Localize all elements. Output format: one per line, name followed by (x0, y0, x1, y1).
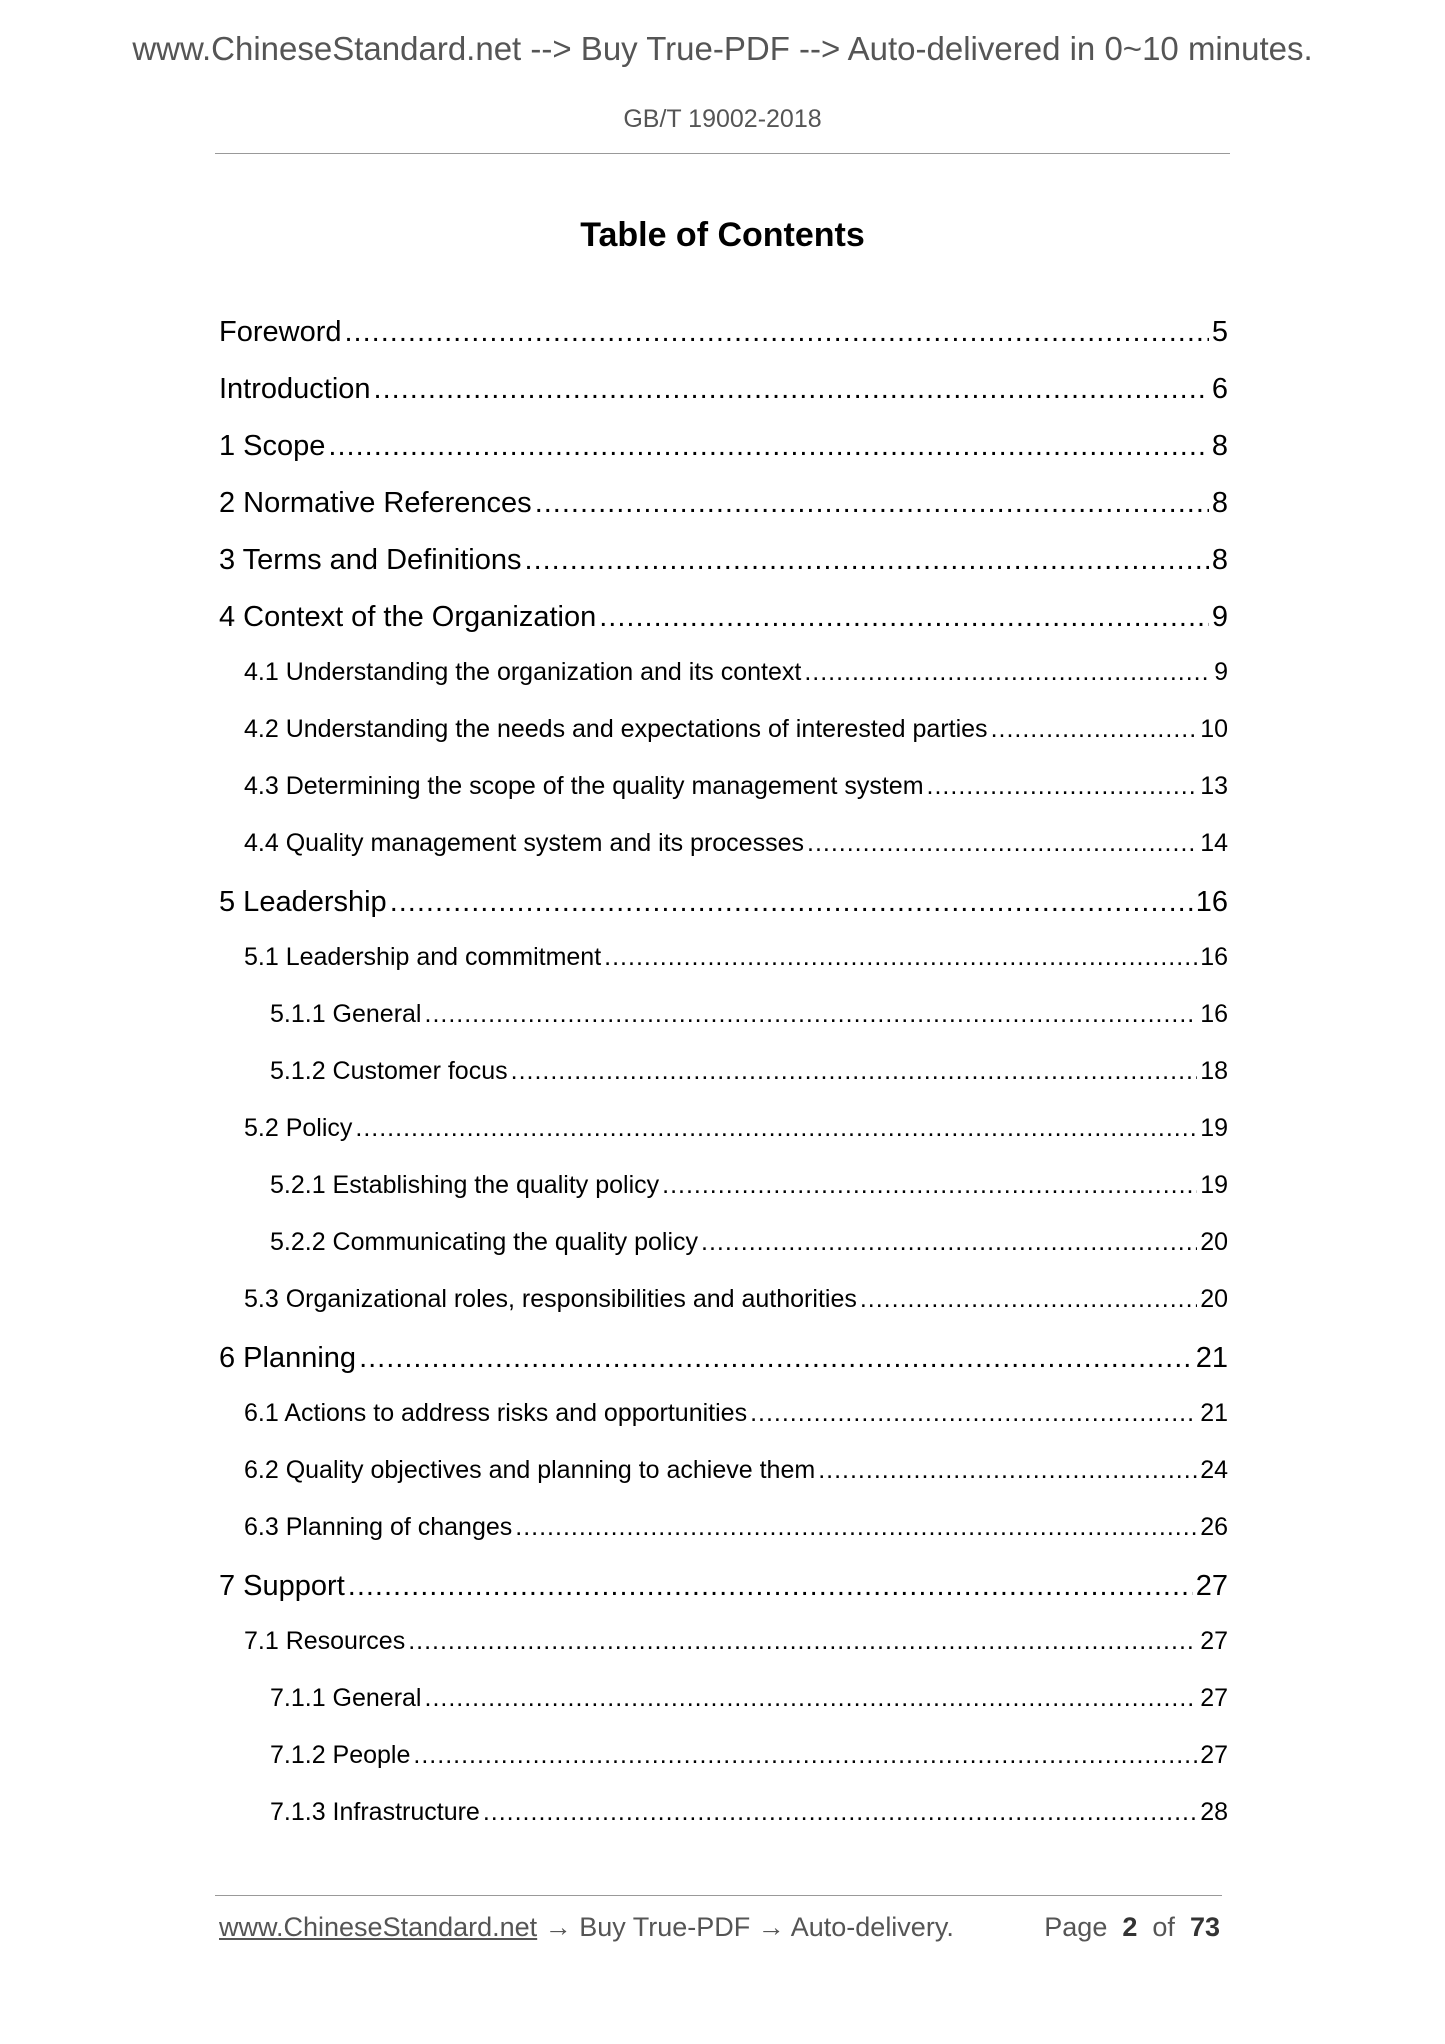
toc-dot-leader (604, 943, 1197, 972)
toc-dot-leader (750, 1399, 1197, 1428)
toc-entry-page-number: 27 (1200, 1627, 1228, 1655)
toc-entry-page-number: 19 (1200, 1114, 1228, 1142)
toc-dot-leader (413, 1741, 1197, 1770)
toc-entry-title: 6.3 Planning of changes (244, 1513, 513, 1541)
toc-dot-leader (535, 487, 1209, 520)
toc-entry[interactable] (219, 544, 1228, 601)
toc-dot-leader (991, 715, 1198, 744)
toc-entry-page-number: 24 (1200, 1456, 1228, 1484)
toc-entry-title: 5.1.2 Customer focus (270, 1057, 508, 1085)
toc-entry-page-number: 19 (1200, 1171, 1228, 1199)
toc-entry-page-number: 16 (1195, 886, 1228, 918)
toc-entry-title: 7.1.3 Infrastructure (270, 1798, 480, 1826)
toc-entry-title: Introduction (219, 373, 371, 405)
toc-entry-page-number: 6 (1211, 373, 1228, 405)
toc-entry[interactable] (219, 373, 1228, 430)
toc-entry-title: 4.1 Understanding the organization and its context (244, 658, 802, 686)
toc-entry[interactable] (219, 1684, 1228, 1741)
toc-entry[interactable] (219, 829, 1228, 886)
toc-dot-leader (374, 373, 1209, 406)
toc-entry-page-number: 16 (1200, 1000, 1228, 1028)
toc-entry[interactable] (219, 1057, 1228, 1114)
toc-entry-page-number: 27 (1195, 1570, 1228, 1602)
toc-entry-title: 5 Leadership (219, 886, 387, 918)
header-divider (215, 153, 1230, 154)
toc-entry[interactable] (219, 886, 1228, 943)
footer-site-link[interactable]: www.ChineseStandard.net (219, 1912, 538, 1942)
toc-dot-leader (927, 772, 1198, 801)
toc-entry-page-number: 18 (1200, 1057, 1228, 1085)
toc-dot-leader (425, 1684, 1198, 1713)
toc-entry-title: 5.2.1 Establishing the quality policy (270, 1171, 660, 1199)
toc-entry-title: 4.4 Quality management system and its processes (244, 829, 804, 857)
toc-entry-page-number: 16 (1200, 943, 1228, 971)
current-page-number: 2 (1122, 1912, 1138, 1942)
toc-entry-page-number: 9 (1211, 601, 1228, 633)
toc-dot-leader (408, 1627, 1197, 1656)
toc-entry-page-number: 8 (1211, 487, 1228, 519)
toc-dot-leader (807, 829, 1197, 858)
toc-entry-page-number: 20 (1200, 1228, 1228, 1256)
toc-entry-title: 3 Terms and Definitions (219, 544, 522, 576)
toc-entry-page-number: 27 (1200, 1741, 1228, 1769)
toc-entry[interactable] (219, 1627, 1228, 1684)
toc-entry-title: 5.1 Leadership and commitment (244, 943, 602, 971)
toc-dot-leader (515, 1513, 1197, 1542)
toc-entry[interactable] (219, 715, 1228, 772)
toc-entry-page-number: 14 (1200, 829, 1228, 857)
toc-entry-title: 6.2 Quality objectives and planning to achieve them (244, 1456, 816, 1484)
toc-entry-page-number: 8 (1211, 544, 1228, 576)
toc-dot-leader (328, 430, 1208, 463)
toc-entry-title: 7.1.1 General (270, 1684, 422, 1712)
toc-entry-page-number: 9 (1214, 658, 1228, 686)
toc-entry-page-number: 28 (1200, 1798, 1228, 1826)
total-pages-number: 73 (1189, 1912, 1220, 1942)
toc-dot-leader (345, 316, 1209, 349)
toc-dot-leader (425, 1000, 1198, 1029)
toc-dot-leader (348, 1570, 1193, 1603)
toc-entry[interactable] (219, 1114, 1228, 1171)
toc-dot-leader (483, 1798, 1197, 1827)
top-banner: www.ChineseStandard.net --> Buy True-PDF --> Auto-delivered in 0~10 minutes. (132, 30, 1313, 67)
toc-entry-title: Foreword (219, 316, 342, 348)
toc-entry-title: 1 Scope (219, 430, 326, 462)
toc-entry[interactable] (219, 1456, 1228, 1513)
toc-dot-leader (701, 1228, 1197, 1257)
toc-entry-title: 4 Context of the Organization (219, 601, 597, 633)
toc-entry[interactable] (219, 1798, 1228, 1855)
toc-entry-page-number: 8 (1211, 430, 1228, 462)
toc-entry-page-number: 21 (1200, 1399, 1228, 1427)
toc-entry[interactable] (219, 1228, 1228, 1285)
toc-entry[interactable] (219, 316, 1228, 373)
document-code: GB/T 19002-2018 (623, 105, 822, 133)
toc-entry[interactable] (219, 1171, 1228, 1228)
toc-entry-title: 7 Support (219, 1570, 345, 1602)
toc-dot-leader (662, 1171, 1197, 1200)
toc-entry-title: 5.3 Organizational roles, responsibilities and authorities (244, 1285, 857, 1313)
toc-entry[interactable] (219, 1741, 1228, 1798)
footer-divider (215, 1895, 1222, 1896)
toc-dot-leader (359, 1342, 1193, 1375)
toc-list (219, 316, 1228, 1855)
toc-entry[interactable] (219, 658, 1228, 715)
toc-dot-leader (599, 601, 1209, 634)
toc-entry[interactable] (219, 772, 1228, 829)
toc-entry[interactable] (219, 1399, 1228, 1456)
toc-entry[interactable] (219, 1285, 1228, 1342)
toc-dot-leader (860, 1285, 1197, 1314)
toc-entry-page-number: 5 (1211, 316, 1228, 348)
page-indicator (1044, 1912, 1220, 1943)
footer-tagline: → Buy True-PDF → Auto-delivery. (537, 1912, 954, 1942)
toc-entry-title: 7.1.2 People (270, 1741, 411, 1769)
toc-dot-leader (804, 658, 1211, 687)
toc-dot-leader (390, 886, 1193, 919)
toc-entry[interactable] (219, 430, 1228, 487)
toc-entry-title: 5.2.2 Communicating the quality policy (270, 1228, 699, 1256)
toc-entry[interactable] (219, 1000, 1228, 1057)
toc-entry-title: 4.2 Understanding the needs and expectations of interested parties (244, 715, 988, 743)
toc-dot-leader (355, 1114, 1197, 1143)
footer-promo (219, 1912, 954, 1943)
toc-entry-page-number: 20 (1200, 1285, 1228, 1313)
toc-entry-title: 6 Planning (219, 1342, 357, 1374)
toc-entry-page-number: 13 (1200, 772, 1228, 800)
page-label: Page (1044, 1912, 1108, 1942)
toc-entry-page-number: 27 (1200, 1684, 1228, 1712)
toc-entry-title: 5.2 Policy (244, 1114, 353, 1142)
toc-entry-title: 2 Normative References (219, 487, 532, 519)
page-of-label: of (1152, 1912, 1175, 1942)
toc-entry[interactable] (219, 1513, 1228, 1570)
toc-dot-leader (525, 544, 1209, 577)
toc-entry-page-number: 26 (1200, 1513, 1228, 1541)
toc-entry-page-number: 10 (1200, 715, 1228, 743)
toc-entry-page-number: 21 (1195, 1342, 1228, 1374)
toc-entry-title: 7.1 Resources (244, 1627, 406, 1655)
toc-title: Table of Contents (580, 216, 865, 254)
toc-entry[interactable] (219, 1342, 1228, 1399)
toc-entry-title: 5.1.1 General (270, 1000, 422, 1028)
toc-entry-title: 6.1 Actions to address risks and opportunities (244, 1399, 748, 1427)
toc-entry[interactable] (219, 601, 1228, 658)
toc-entry[interactable] (219, 487, 1228, 544)
toc-entry[interactable] (219, 1570, 1228, 1627)
toc-entry-title: 4.3 Determining the scope of the quality management system (244, 772, 924, 800)
toc-dot-leader (511, 1057, 1198, 1086)
toc-entry[interactable] (219, 943, 1228, 1000)
toc-dot-leader (818, 1456, 1197, 1485)
